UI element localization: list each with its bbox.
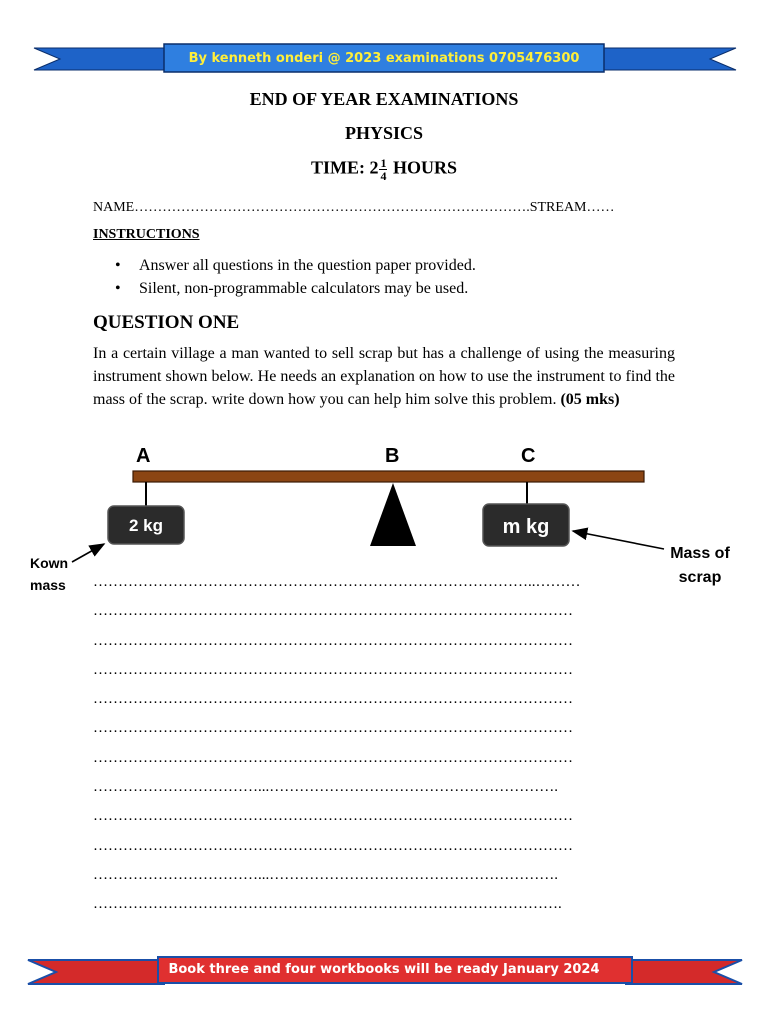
instruction-item: • Answer all questions in the question paper provided. (93, 257, 476, 280)
footer-banner-text: Book three and four workbooks will be ready January 2024 (168, 962, 600, 977)
instructions-heading: INSTRUCTIONS (93, 227, 200, 242)
header-banner-text: By kenneth onderi @ 2023 examinations 0705476300 (188, 51, 580, 66)
point-a-label: A (136, 445, 151, 467)
scrap-mass-label: m kg (502, 516, 550, 538)
question-one-marks: (05 mks) (560, 391, 620, 408)
question-one-text (93, 342, 675, 411)
answer-line: ……………………………...…………………………………………………. (93, 866, 558, 883)
scrap-mass-caption-line1: Mass of (670, 545, 730, 562)
answer-line: …………………………………………………………………………………… (93, 720, 573, 737)
point-c-label: C (521, 445, 536, 467)
answer-line: ……………………………………………………………………………..……… (93, 574, 581, 590)
meter-rule-beam (133, 471, 644, 482)
time-fraction-denominator: 4 (380, 169, 387, 183)
header-banner (0, 42, 768, 76)
answer-line: …………………………………………………………………………………… (93, 749, 573, 766)
time-fraction (379, 157, 387, 182)
scrap-mass-caption-line2: scrap (678, 569, 722, 586)
answer-line: ……………………………...…………………………………………………. (93, 779, 558, 796)
fulcrum-triangle (370, 483, 416, 546)
known-mass-arrow (72, 544, 104, 562)
exam-time (0, 157, 768, 182)
instructions-list (93, 257, 476, 303)
answer-line: …………………………………………………………………………………… (93, 691, 573, 708)
known-mass-caption-line2: mass (30, 577, 66, 590)
time-fraction-numerator: 1 (380, 156, 387, 170)
answer-line: …………………………………………………………………………………… (93, 808, 573, 825)
subject-title: PHYSICS (344, 123, 424, 143)
instruction-item: • Silent, non-programmable calculators may be used. (93, 280, 476, 303)
answer-line: …………………………………………………………………………………… (93, 837, 573, 854)
point-b-label: B (385, 445, 400, 467)
answer-line: …………………………………………………………………………………… (93, 661, 573, 678)
answer-line: …………………………………………………………………………………… (93, 632, 573, 649)
question-one-heading: QUESTION ONE (93, 312, 240, 333)
known-mass-caption-line1: Kown (30, 555, 69, 571)
answer-line: …………………………………………………………………………………. (93, 896, 562, 913)
beam-balance-diagram (0, 440, 768, 590)
question-one-body: In a certain village a man wanted to sell scrap but has a challenge of using the measuring instrument shown below. He needs an explanation on how to use the instrument to find the mass of the scrap. write down how you can help him solve this problem. (93, 345, 675, 408)
scrap-mass-arrow (573, 531, 664, 549)
known-mass-label: 2 kg (128, 516, 164, 535)
exam-title: END OF YEAR EXAMINATIONS (249, 89, 519, 109)
answer-line: …………………………………………………………………………………… (93, 603, 573, 620)
answer-lines (93, 574, 581, 926)
time-suffix: HOURS (392, 157, 457, 178)
name-stream-line: NAME………………………………………………………………………….STREAM…… (93, 200, 615, 215)
footer-banner (0, 955, 768, 989)
time-prefix: TIME: 2 (310, 157, 379, 178)
